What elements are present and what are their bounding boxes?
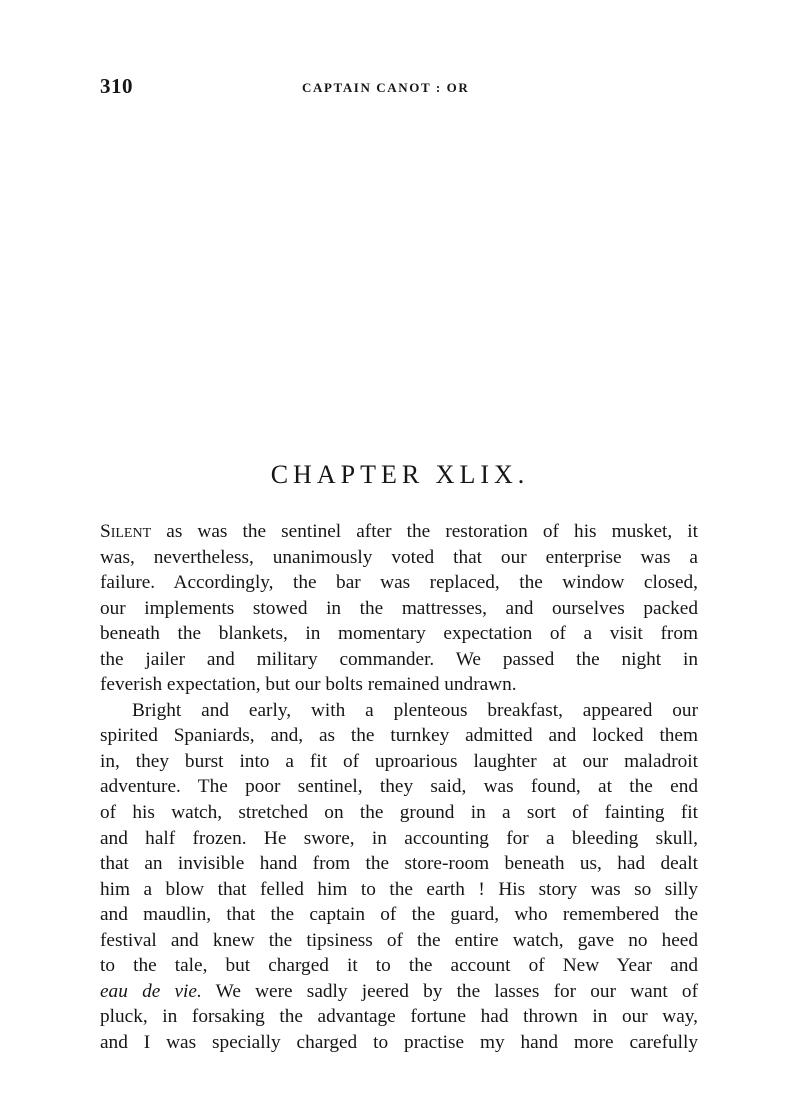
running-head: CAPTAIN CANOT : OR xyxy=(302,80,470,95)
page-number: 310 xyxy=(100,74,133,98)
paragraph-line: adventure. The poor sentinel, they said, was found, at the end xyxy=(100,776,698,798)
paragraph-line: in, they burst into a fit of uproarious laughter at our maladroit xyxy=(100,750,698,772)
paragraph-line: failure. Accordingly, the bar was replaced, the window closed, xyxy=(100,572,698,594)
paragraph-line: him a blow that felled him to the earth ! His story was so silly xyxy=(100,878,698,900)
paragraph-line: the jailer and military commander. We passed the night in xyxy=(100,648,698,670)
paragraph-line: that an invisible hand from the store-room beneath us, had dealt xyxy=(100,853,698,875)
italic-phrase: eau de vie. xyxy=(100,980,202,1002)
line-text: as was the sentinel after the restoration of his musket, it xyxy=(151,521,698,542)
paragraph-line: and maudlin, that the captain of the guard, who remembered the xyxy=(100,904,698,926)
paragraph-line xyxy=(100,519,698,545)
paragraph-line: spirited Spaniards, and, as the turnkey admitted and locked them xyxy=(100,725,698,747)
paragraph-line: was, nevertheless, unanimously voted that our enterprise was a xyxy=(100,546,698,568)
paragraph-line: feverish expectation, but our bolts remained undrawn. xyxy=(100,674,517,696)
body-text xyxy=(100,519,698,1055)
paragraph-line xyxy=(100,979,698,1005)
chapter-title: CHAPTER XLIX. xyxy=(270,460,530,489)
paragraph-line: festival and knew the tipsiness of the entire watch, gave no heed xyxy=(100,929,698,951)
paragraph-line: of his watch, stretched on the ground in a sort of fainting fit xyxy=(100,802,698,824)
paragraph-line: and I was specially charged to practise my hand more carefully xyxy=(100,1031,698,1053)
paragraph-line: and half frozen. He swore, in accounting for a bleeding skull, xyxy=(100,827,698,849)
drop-word: Silent xyxy=(100,521,152,542)
line-text: We were sadly jeered by the lasses for our want of xyxy=(201,980,698,1002)
paragraph-line: beneath the blankets, in momentary expectation of a visit from xyxy=(100,623,698,645)
paragraph-line: Bright and early, with a plenteous breakfast, appeared our xyxy=(132,699,698,721)
paragraph-line: our implements stowed in the mattresses, and ourselves packed xyxy=(100,597,698,619)
paragraph-line: to the tale, but charged it to the account of New Year and xyxy=(100,955,698,977)
paragraph-line: pluck, in forsaking the advantage fortune had thrown in our way, xyxy=(100,1006,698,1028)
